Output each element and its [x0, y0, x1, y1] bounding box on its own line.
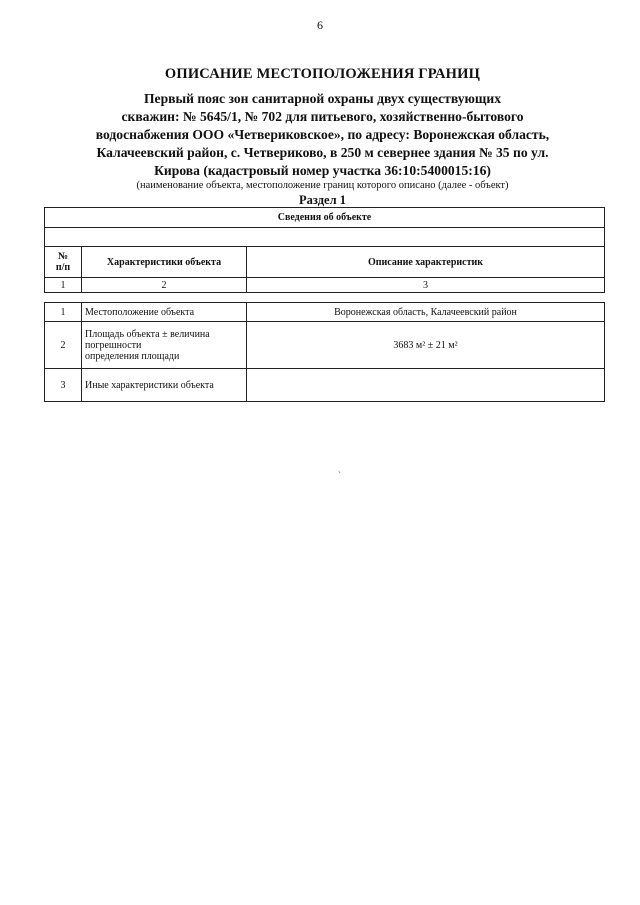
row-number: 3: [45, 369, 82, 402]
scan-mark: `: [338, 470, 341, 480]
row-number: 1: [45, 303, 82, 322]
row-description: Воронежская область, Калачеевский район: [247, 303, 605, 322]
row-characteristic: Иные характеристики объекта: [82, 369, 247, 402]
row-number: 2: [45, 322, 82, 369]
page-number: 6: [317, 18, 323, 32]
column-header-number-line1: №: [57, 251, 69, 262]
row-characteristic-line: погрешности: [85, 339, 142, 351]
object-info-table: [44, 302, 605, 402]
table-blank-row: [45, 228, 605, 247]
table-title: Сведения об объекте: [45, 208, 605, 228]
object-caption: (наименование объекта, местоположение границ которого описано (далее - объект): [136, 180, 509, 191]
row-characteristic: [82, 322, 247, 369]
column-index-1: 1: [45, 278, 82, 293]
column-index-3: 3: [247, 278, 605, 293]
subheading-line: Первый пояс зон санитарной охраны двух существующих: [143, 91, 502, 106]
column-header-number: [45, 247, 82, 278]
subheading-line: Кирова (кадастровый номер участка 36:10:5400015:16): [154, 163, 491, 178]
subheading-line: Калачеевский район, с. Четвериково, в 250 м севернее здания № 35 по ул.: [96, 145, 549, 160]
object-info-header-table: [44, 207, 605, 293]
row-characteristic-line: Площадь объекта ± величина: [85, 328, 210, 340]
column-header-characteristics: Характеристики объекта: [82, 247, 247, 278]
document-subheading: [40, 90, 605, 180]
table-row: [45, 303, 605, 322]
row-characteristic-line: определения площади: [85, 350, 180, 362]
subheading-line: водоснабжения ООО «Четвериковское», по адресу: Воронежская область,: [95, 127, 550, 142]
section-title: Раздел 1: [299, 193, 346, 207]
column-index-2: 2: [82, 278, 247, 293]
row-description: [247, 369, 605, 402]
row-description: 3683 м² ± 21 м²: [247, 322, 605, 369]
row-characteristic: Местоположение объекта: [82, 303, 247, 322]
column-header-number-line2: п/п: [55, 262, 71, 273]
column-header-description: Описание характеристик: [247, 247, 605, 278]
table-row: [45, 322, 605, 369]
document-heading: ОПИСАНИЕ МЕСТОПОЛОЖЕНИЯ ГРАНИЦ: [164, 66, 481, 82]
subheading-line: скважин: № 5645/1, № 702 для питьевого, хозяйственно-бытового: [121, 109, 524, 124]
table-row: [45, 369, 605, 402]
